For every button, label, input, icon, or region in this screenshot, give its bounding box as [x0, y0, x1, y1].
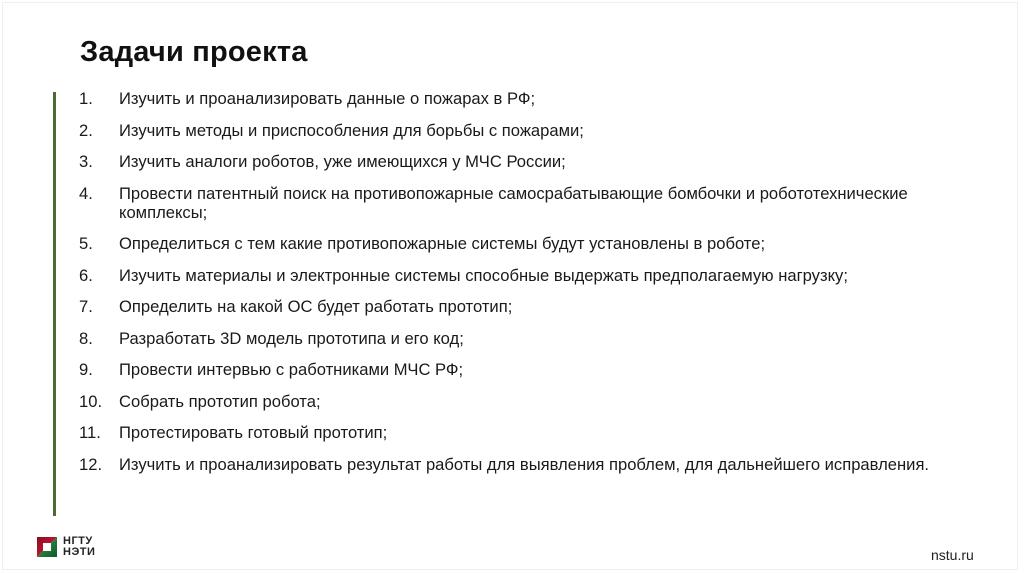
task-text: Собрать прототип робота; [119, 391, 321, 411]
task-text: Изучить методы и приспособления для борьбы с пожарами; [119, 120, 584, 140]
task-number: 7. [79, 297, 93, 316]
task-number: 6. [79, 265, 93, 285]
list-item [79, 184, 909, 222]
nstu-logo-icon [37, 537, 57, 557]
slide [2, 2, 1018, 570]
task-number: 12. [79, 454, 103, 474]
task-text: Определить на какой ОС будет работать прототип; [119, 297, 513, 316]
nstu-logo[interactable] [37, 536, 95, 558]
site-link[interactable]: nstu.ru [931, 547, 974, 563]
list-item [79, 234, 1009, 253]
task-number: 3. [79, 152, 93, 171]
task-text: Изучить и проанализировать результат работы для выявления проблем, для дальнейшего исправления. [119, 454, 930, 474]
task-text: Определиться с тем какие противопожарные системы будут установлены в роботе; [119, 234, 766, 253]
list-item [79, 360, 1009, 379]
task-number: 5. [79, 234, 93, 253]
task-number: 9. [79, 360, 93, 379]
task-number: 11. [79, 423, 101, 442]
list-item [79, 266, 1009, 285]
list-item [79, 329, 1009, 348]
task-text: Провести интервью с работниками МЧС РФ; [119, 360, 464, 379]
task-number: 10. [79, 391, 103, 411]
task-number: 2. [79, 120, 93, 140]
logo-line-1: НГТУ [63, 535, 93, 547]
task-text: Изучить аналоги роботов, уже имеющихся у МЧС России; [119, 152, 566, 171]
task-list [79, 89, 1009, 486]
list-item [79, 297, 1009, 316]
logo-line-2: НЭТИ [63, 546, 96, 558]
task-text: Изучить и проанализировать данные о пожарах в РФ; [119, 89, 536, 108]
list-item [79, 423, 1009, 442]
task-text: Протестировать готовый прототип; [119, 423, 388, 442]
task-text: Разработать 3D модель прототипа и его код; [119, 328, 464, 348]
list-item [79, 455, 1024, 474]
task-number: 4. [79, 183, 93, 203]
task-number: 8. [79, 328, 93, 348]
list-item [79, 121, 1009, 140]
list-item [79, 89, 1009, 108]
list-item [79, 392, 1009, 411]
slide-title: Задачи проекта [80, 36, 308, 68]
list-item [79, 152, 1009, 171]
accent-bar [53, 92, 56, 516]
task-number: 1. [79, 89, 93, 108]
task-text: Провести патентный поиск на противопожарные самосрабатывающие бомбочки и робототехнические комплексы; [119, 183, 908, 222]
task-text: Изучить материалы и электронные системы способные выдержать предполагаемую нагрузку; [119, 265, 848, 285]
